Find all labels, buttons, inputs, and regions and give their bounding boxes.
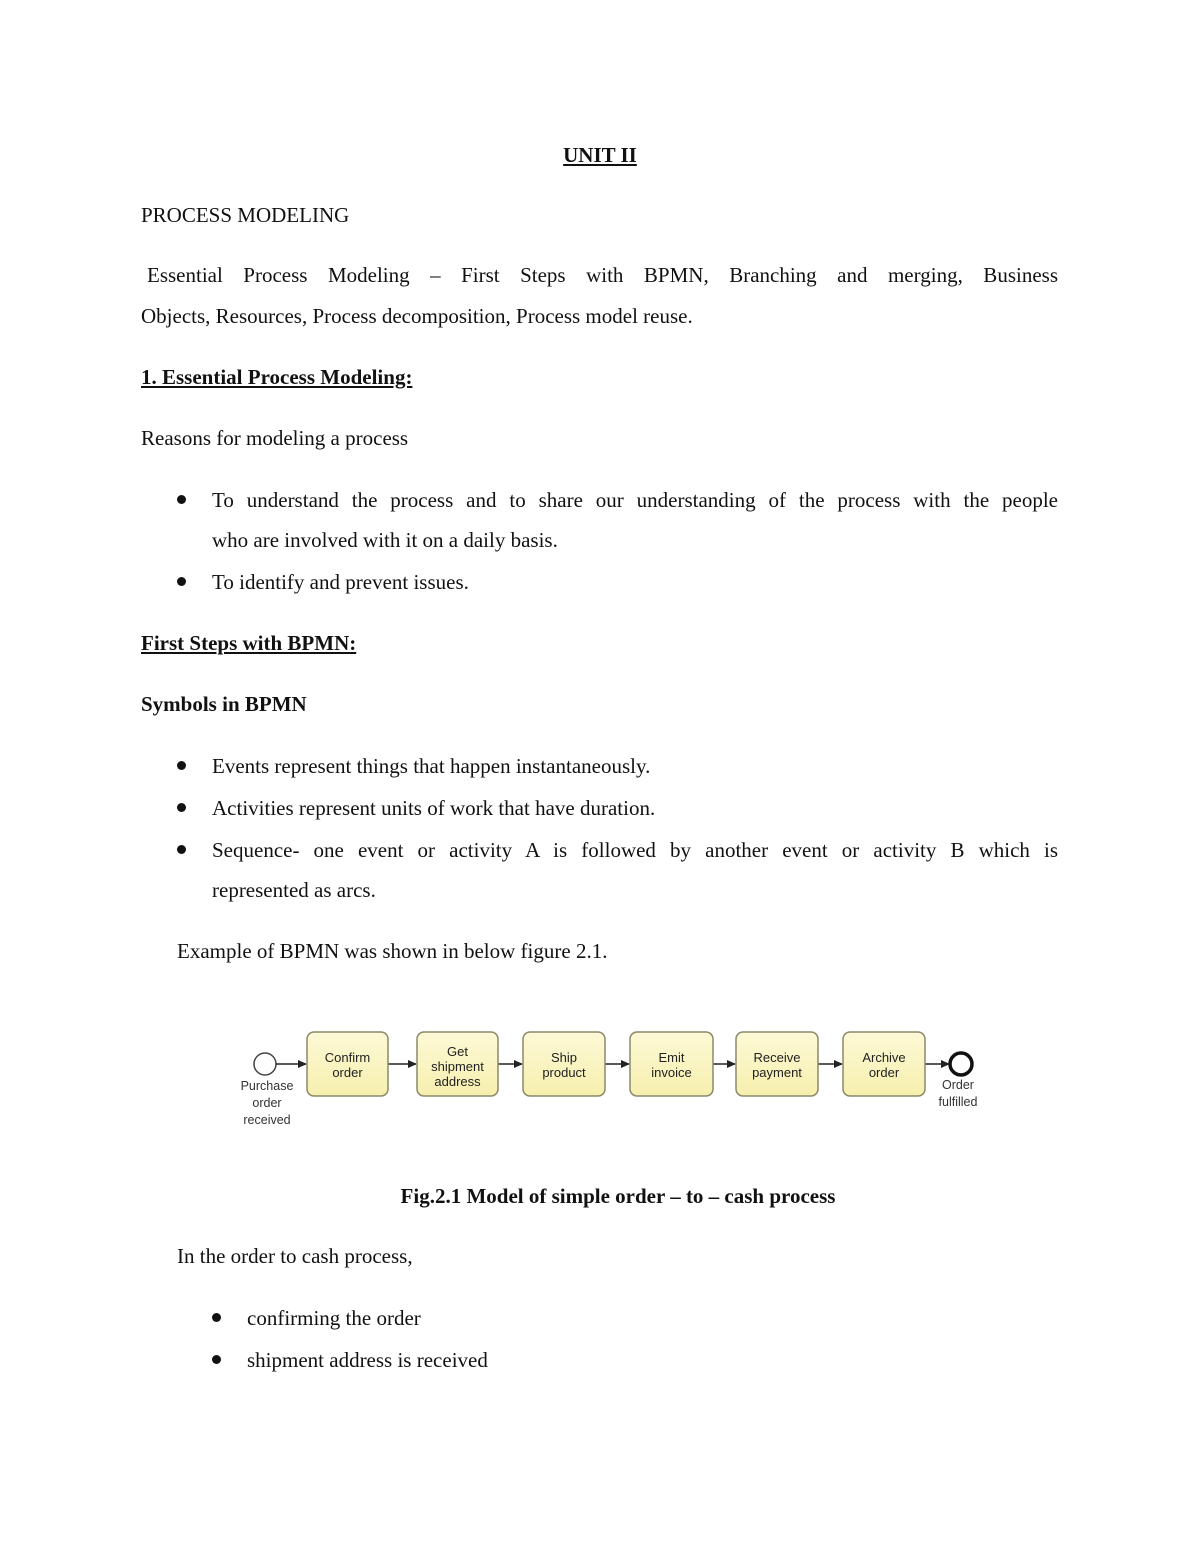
task-archive-order-label-1: Archive — [862, 1050, 906, 1065]
bullet-icon — [212, 1313, 221, 1322]
order-step-1: confirming the order — [247, 1306, 421, 1330]
bullet-icon — [177, 761, 186, 770]
section-title: PROCESS MODELING — [141, 203, 350, 227]
task-ship-product-label-2: product — [542, 1065, 586, 1080]
syllabus-line-2: Objects, Resources, Process decomposition, Process model reuse. — [141, 304, 693, 328]
task-archive-order-label-2: order — [868, 1065, 900, 1080]
task-get-shipment-address-label-3: address — [434, 1074, 481, 1089]
start-event-label-2: order — [252, 1096, 282, 1110]
start-event-circle — [254, 1053, 276, 1075]
task-emit-invoice-label-2: invoice — [651, 1065, 692, 1080]
task-receive-payment-label-2: payment — [752, 1065, 802, 1080]
bullet-icon — [177, 803, 186, 812]
bullet-icon — [177, 845, 186, 854]
start-event-label-3: received — [243, 1113, 291, 1127]
task-confirm-order-label-2: order — [332, 1065, 363, 1080]
task-receive-payment-label-1: Receive — [753, 1050, 801, 1065]
unit-title: UNIT II — [563, 143, 637, 167]
end-event-circle — [950, 1053, 972, 1075]
syllabus-line-1: Essential Process Modeling – First Steps with BPMN, Branching and merging, Business — [147, 263, 1058, 287]
order-step-2: shipment address is received — [247, 1348, 488, 1372]
reasons-intro: Reasons for modeling a process — [141, 426, 409, 450]
task-ship-product-label-1: Ship — [550, 1050, 578, 1065]
task-confirm-order-label-1: Confirm — [324, 1050, 371, 1065]
figure-caption: Fig.2.1 Model of simple order – to – cash process — [400, 1184, 836, 1208]
symbol-sequence-line-1: Sequence- one event or activity A is followed by another event or activity B which is — [212, 838, 1058, 862]
symbol-events: Events represent things that happen instantaneously. — [212, 754, 651, 778]
task-emit-invoice-label-1: Emit — [658, 1050, 685, 1065]
symbols-heading: Symbols in BPMN — [141, 692, 307, 716]
reason-2: To identify and prevent issues. — [212, 570, 469, 594]
bullet-icon — [177, 495, 186, 504]
bullet-icon — [212, 1355, 221, 1364]
task-get-shipment-address-label-2: shipment — [431, 1059, 484, 1074]
example-text: Example of BPMN was shown in below figure 2.1. — [177, 939, 608, 963]
bpmn-order-to-cash-diagram — [230, 1020, 990, 1140]
reason-1-line-2: who are involved with it on a daily basis. — [212, 528, 558, 552]
heading-first-steps-bpmn: First Steps with BPMN: — [141, 631, 357, 655]
end-event-label-2: fulfilled — [938, 1095, 978, 1109]
symbol-activities: Activities represent units of work that have duration. — [212, 796, 656, 820]
task-get-shipment-address-label-1: Get — [447, 1044, 468, 1059]
order-intro: In the order to cash process, — [177, 1244, 413, 1268]
reason-1-line-1: To understand the process and to share our understanding of the process with the people — [212, 488, 1058, 512]
heading-essential-process-modeling: 1. Essential Process Modeling: — [141, 365, 413, 389]
start-event-label-1: Purchase — [240, 1079, 294, 1093]
bullet-icon — [177, 577, 186, 586]
end-event-label-1: Order — [942, 1078, 974, 1092]
symbol-sequence-line-2: represented as arcs. — [212, 878, 376, 902]
